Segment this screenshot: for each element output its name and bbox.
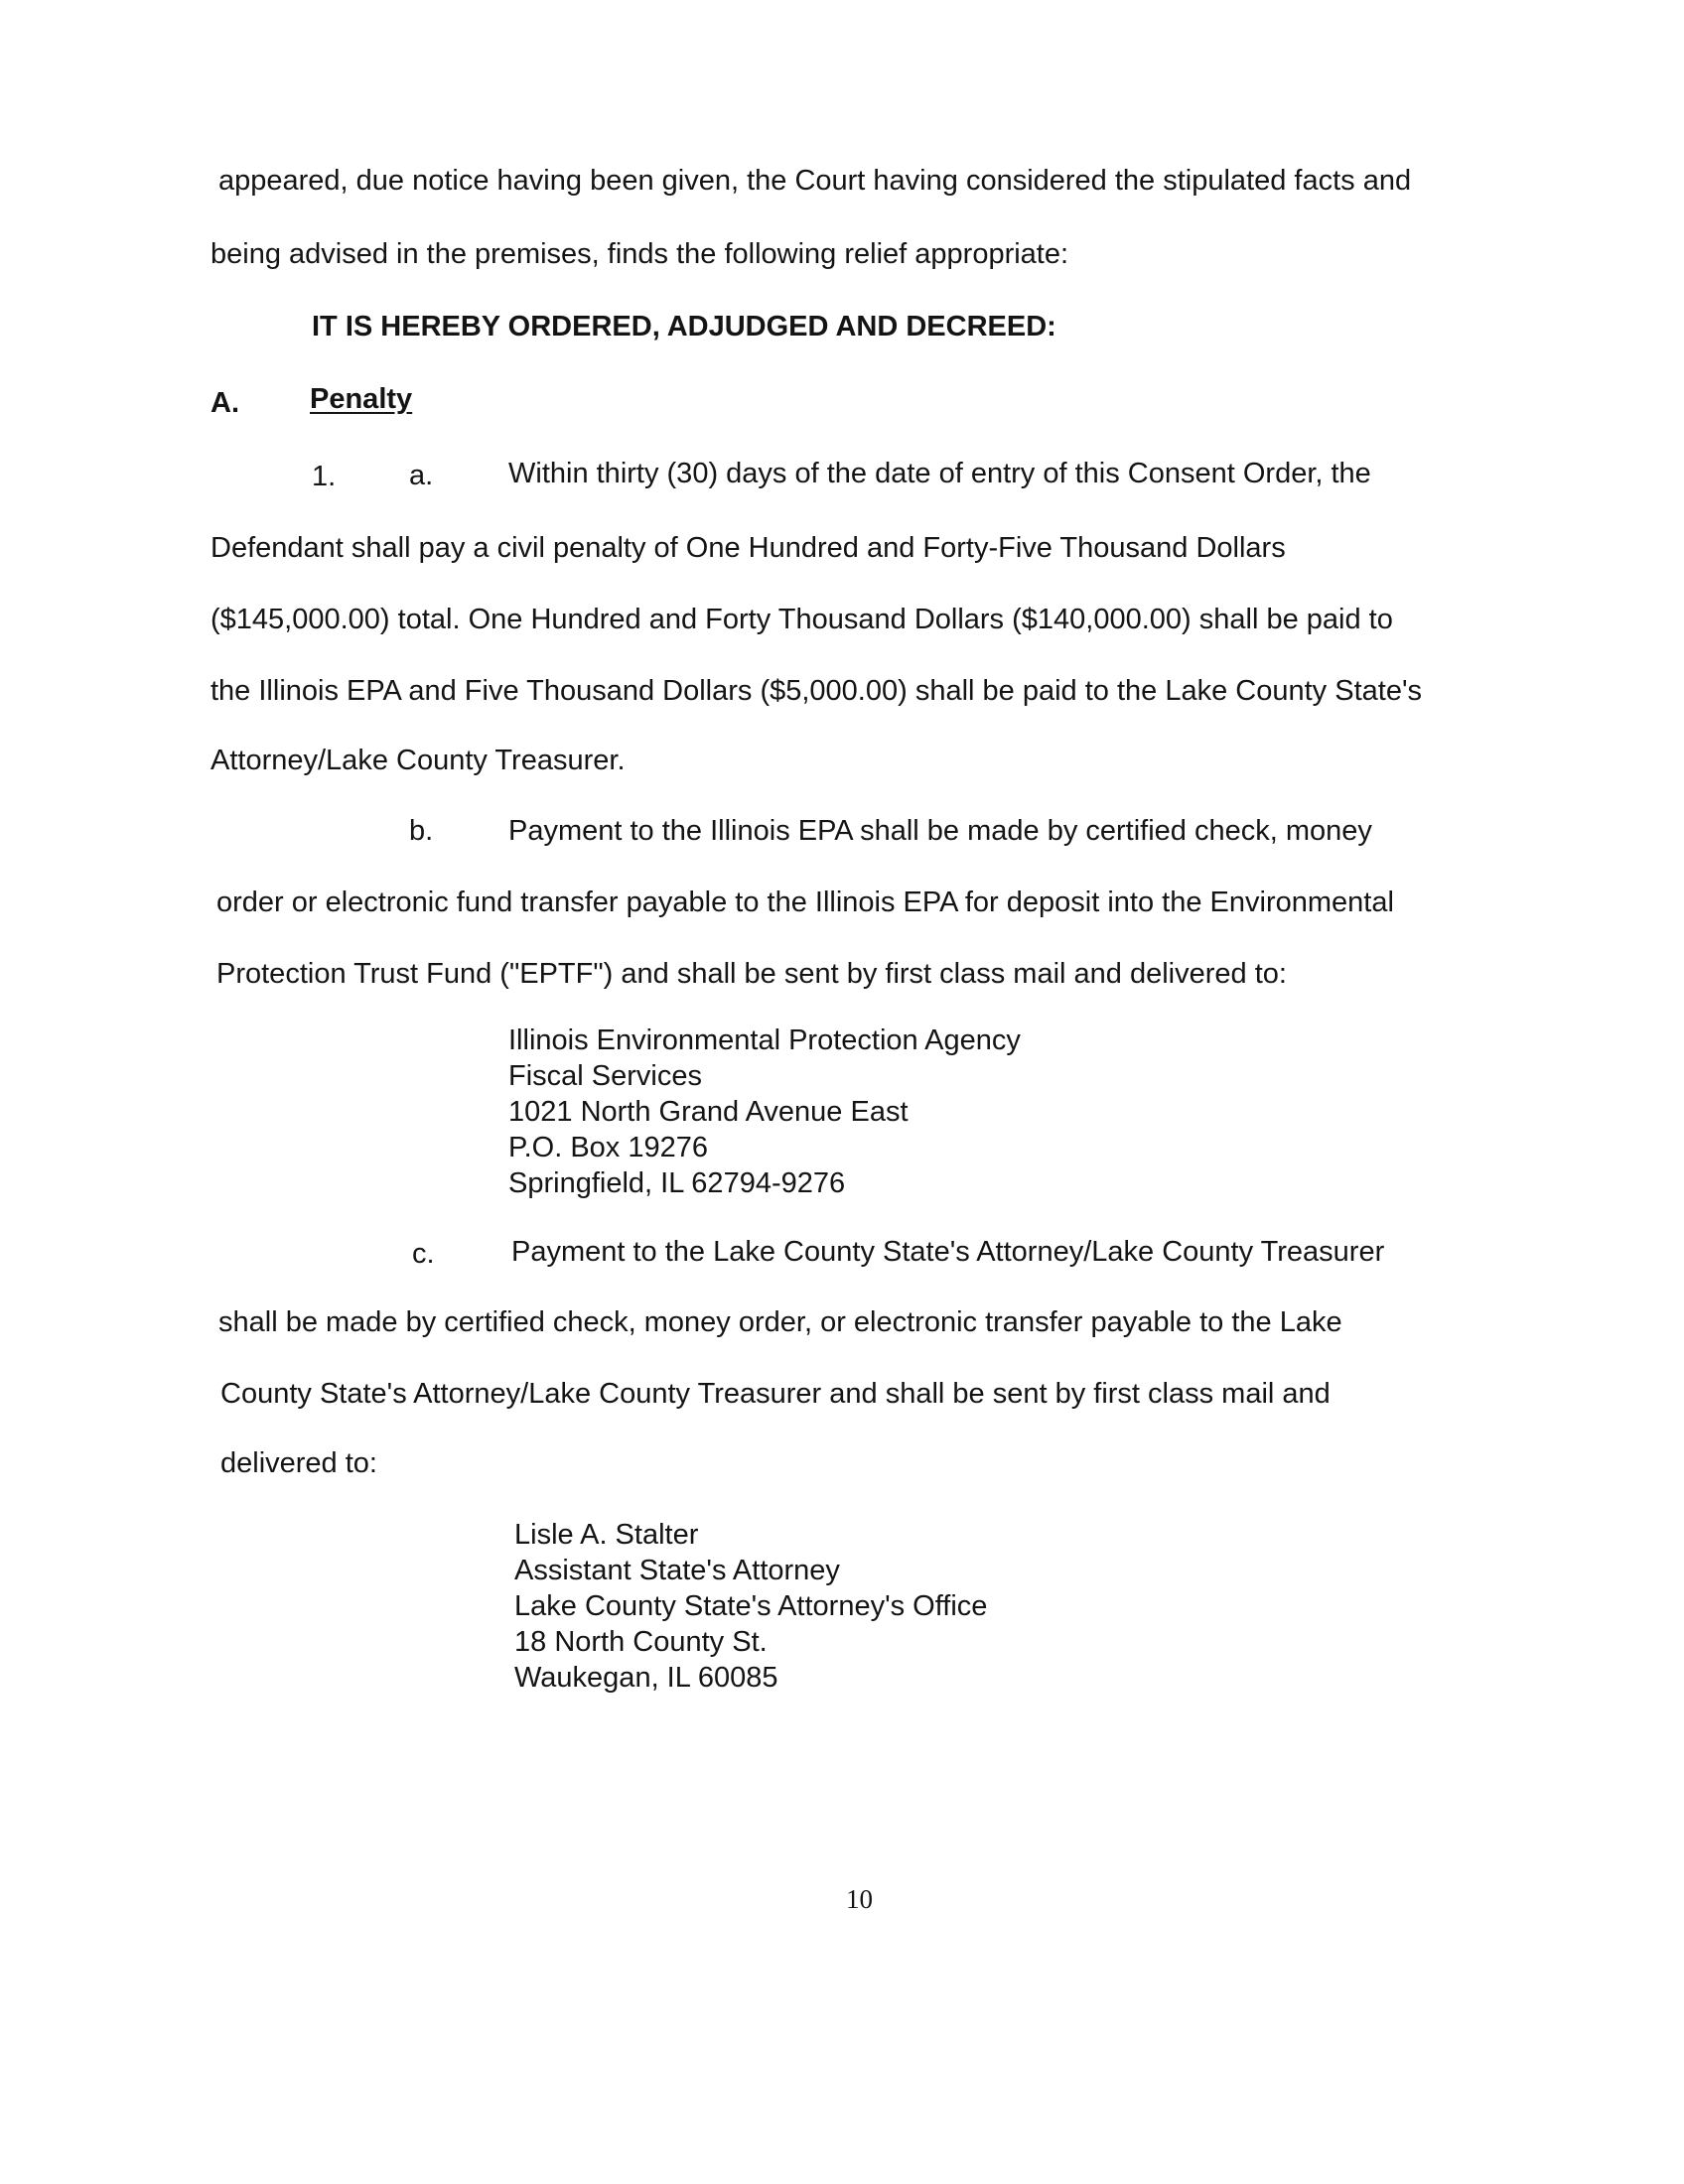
para-1b-line-3: Protection Trust Fund ("EPTF") and shall be sent by first class mail and delivered to:	[216, 958, 1287, 990]
section-letter: A.	[210, 387, 239, 419]
preamble-line-2: being advised in the premises, finds the following relief appropriate:	[210, 238, 1069, 270]
address-lake-line-1: Lisle A. Stalter	[514, 1519, 699, 1551]
preamble-line-1: appeared, due notice having been given, the Court having considered the stipulated facts and	[218, 165, 1412, 197]
address-epa-line-2: Fiscal Services	[508, 1060, 702, 1092]
address-lake-line-5: Waukegan, IL 60085	[514, 1662, 778, 1694]
para-1a-line-4: the Illinois EPA and Five Thousand Dollars ($5,000.00) shall be paid to the Lake County State's	[210, 675, 1422, 707]
para-1c-line-2: shall be made by certified check, money order, or electronic transfer payable to the Lake	[218, 1306, 1342, 1338]
para-1c-line-3: County State's Attorney/Lake County Treasurer and shall be sent by first class mail and	[220, 1378, 1331, 1410]
para-1b-line-1: Payment to the Illinois EPA shall be made by certified check, money	[508, 815, 1372, 847]
para-1-number: 1.	[312, 461, 337, 492]
para-1a-line-3: ($145,000.00) total. One Hundred and Forty Thousand Dollars ($140,000.00) shall be paid to	[210, 604, 1393, 635]
para-1a-line-2: Defendant shall pay a civil penalty of One Hundred and Forty-Five Thousand Dollars	[210, 532, 1286, 564]
section-title: Penalty	[310, 383, 413, 415]
address-epa-line-4: P.O. Box 19276	[508, 1132, 709, 1163]
address-lake-line-4: 18 North County St.	[514, 1626, 768, 1658]
page-number: 10	[846, 1884, 873, 1914]
para-1a-line-1: Within thirty (30) days of the date of entry of this Consent Order, the	[508, 458, 1371, 489]
para-1c-line-1: Payment to the Lake County State's Attorney/Lake County Treasurer	[511, 1236, 1385, 1268]
para-1c-line-4: delivered to:	[220, 1447, 377, 1479]
address-block-epa	[508, 1023, 1021, 1201]
order-heading: IT IS HEREBY ORDERED, ADJUDGED AND DECREED:	[312, 311, 1056, 342]
address-epa-line-1: Illinois Environmental Protection Agency	[508, 1024, 1021, 1056]
para-1a-letter: a.	[409, 460, 434, 491]
para-1b-letter: b.	[409, 815, 434, 847]
address-lake-line-2: Assistant State's Attorney	[514, 1555, 840, 1586]
para-1b-line-2: order or electronic fund transfer payable to the Illinois EPA for deposit into the Environmental	[216, 887, 1394, 918]
address-block-lake-county	[514, 1517, 987, 1696]
para-1a-line-5: Attorney/Lake County Treasurer.	[210, 745, 626, 776]
address-epa-line-3: 1021 North Grand Avenue East	[508, 1096, 909, 1128]
para-1c-letter: c.	[412, 1238, 435, 1270]
address-lake-line-3: Lake County State's Attorney's Office	[514, 1590, 988, 1622]
address-epa-line-5: Springfield, IL 62794-9276	[508, 1167, 846, 1199]
